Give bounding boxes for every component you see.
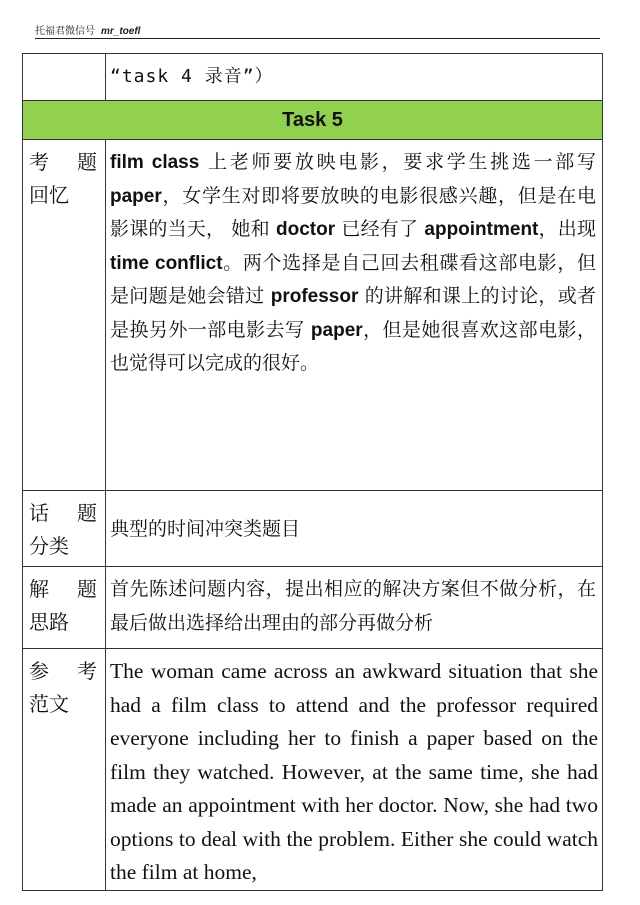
topic-content: 典型的时间冲突类题目: [106, 491, 603, 567]
table-row: [23, 567, 603, 649]
approach-label: 解 题 思路: [23, 567, 106, 649]
recall-label: 考 题 回忆: [23, 140, 106, 491]
wechat-account: mr_toefl: [101, 26, 141, 37]
page-header: [35, 22, 600, 39]
topic-label: 话 题 分类: [23, 491, 106, 567]
table-row: [23, 54, 603, 101]
table-row: [23, 140, 603, 491]
approach-content: 首先陈述问题内容，提出相应的解决方案但不做分析，在最后做出选择给出理由的部分再做分析: [106, 567, 603, 649]
task-table: [22, 53, 603, 891]
task-title: Task 5: [23, 101, 603, 140]
table-row: [23, 491, 603, 567]
sample-essay: The woman came across an awkward situation that she had a film class to attend and the professor required everyone including her to finish a paper based on the film they watched. However, at the same time, she had made an appointment with her doctor. Now, she had two options to deal with the problem. Either she could watch the film at home,: [106, 649, 603, 891]
recall-content: film class 上老师要放映电影，要求学生挑选一部写 paper，女学生对即将要放映的电影很感兴趣，但是在电影课的当天， 她和 doctor 已经有了 appointment，出现 time conflict。两个选择是自己回去租碟看这部电影，但是问题是她会错过 professor 的讲解和课上的讨论，或者是换另外一部电影去写 paper，但是她很喜欢这部电影，也觉得可以完成的很好。: [106, 140, 603, 491]
table-row: [23, 649, 603, 891]
task4-note: “task 4 录音”）: [106, 54, 603, 101]
table-row: [23, 101, 603, 140]
sample-label: 参 考 范文: [23, 649, 106, 891]
wechat-label: 托福君微信号: [35, 26, 95, 37]
empty-label-cell: [23, 54, 106, 101]
